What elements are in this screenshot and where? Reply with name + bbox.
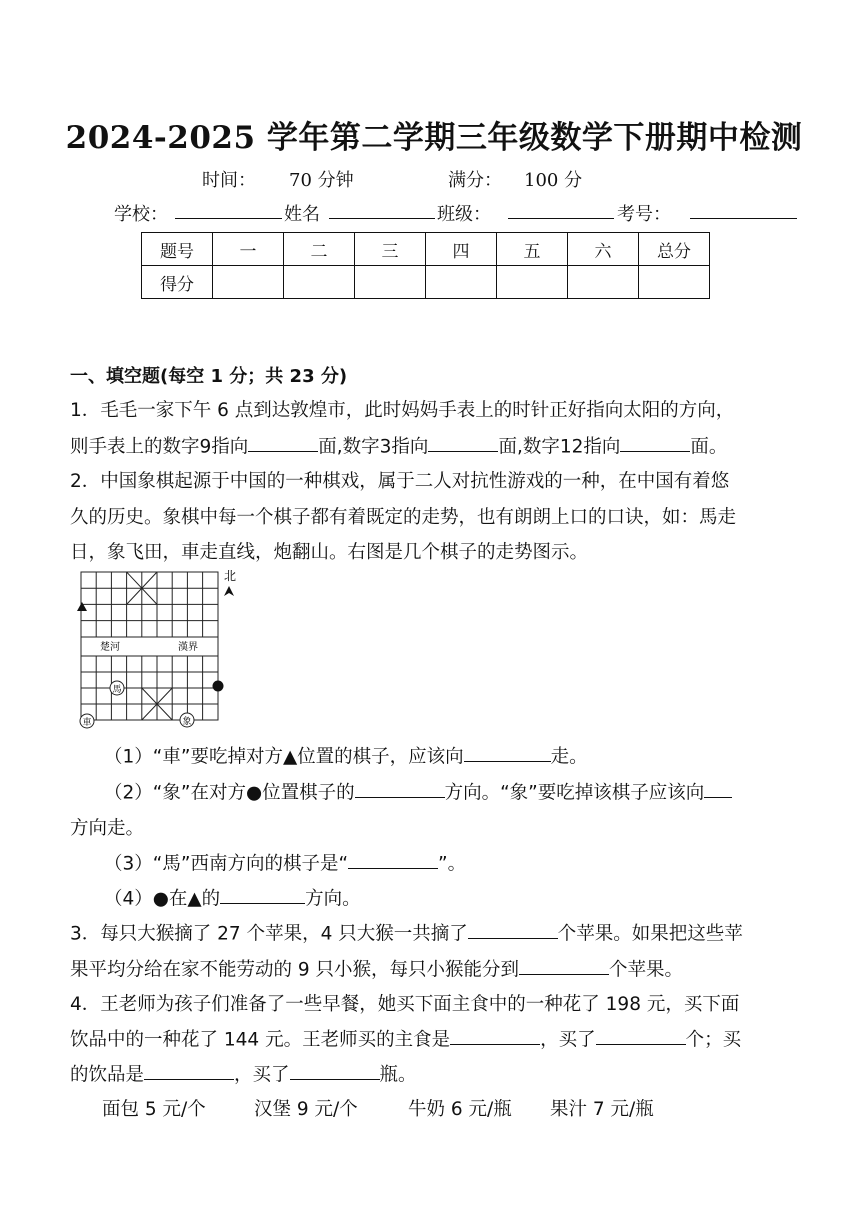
q2-line1: 2．中国象棋起源于中国的一种棋戏，属于二人对抗性游戏的一种，在中国有着悠 (70, 471, 730, 492)
q1-blank-3[interactable] (428, 432, 498, 452)
q4-item-milk: 牛奶 6 元/瓶 (408, 1099, 512, 1120)
score-table-header-row (142, 233, 710, 266)
score-table-score-row (142, 266, 710, 299)
north-arrow-icon (224, 586, 234, 596)
q2-sub4-text: 方向。 (305, 888, 361, 910)
q4-item-juice: 果汁 7 元/瓶 (550, 1099, 654, 1120)
q3-blank2[interactable] (519, 955, 609, 975)
q2-sub4-blank[interactable] (220, 884, 305, 904)
score-header-cell: 题号 (142, 233, 213, 266)
q2-sub1-blank[interactable] (464, 742, 551, 762)
name-label: 姓名 (284, 204, 320, 225)
score-label: 满分： (448, 170, 502, 191)
q1-text: 面,数字3指向 (318, 436, 429, 458)
q4-text: 个；买 (685, 1029, 742, 1051)
q1-text: 面。 (690, 436, 728, 458)
q4-line2 (70, 1025, 741, 1051)
score-cell[interactable] (213, 266, 284, 299)
dot-target-icon (213, 681, 224, 692)
page-title: 2024-2025 学年第二学期三年级数学下册期中检测 (65, 120, 803, 156)
chess-board-diagram (74, 566, 249, 732)
time-label: 时间： (202, 170, 256, 191)
elephant-piece-label: 象 (182, 717, 192, 727)
north-label: 北 (224, 569, 237, 583)
q4-text: 瓶。 (379, 1064, 417, 1086)
q1-line2 (70, 432, 727, 458)
score-row-label: 得分 (142, 266, 213, 299)
q4-text: 饮品中的一种花了 144 元。王老师买的主食是 (70, 1029, 451, 1051)
river-right-label: 漢界 (178, 642, 198, 653)
q1-text: 则手表上的数字9指向 (70, 436, 249, 458)
score-header-cell: 六 (568, 233, 639, 266)
time-value: 70 分钟 (289, 170, 354, 191)
q4-item-burger: 汉堡 9 元/个 (254, 1099, 358, 1120)
q2-sub3 (104, 849, 466, 875)
q3-text: 3．每只大猴摘了 27 个苹果，4 只大猴一共摘了 (70, 923, 468, 945)
q4-text: ，买了 (234, 1064, 290, 1086)
class-label: 班级： (437, 204, 491, 225)
score-cell[interactable] (355, 266, 426, 299)
q4-text: 的饮品是 (70, 1064, 145, 1086)
q2-sub2-text: （2）“象”在对方●位置棋子的 (104, 782, 355, 804)
exam-no-label: 考号： (617, 204, 671, 225)
q2-sub3-text: （3）“馬”西南方向的棋子是“ (104, 853, 349, 875)
q2-sub1-text: 走。 (550, 746, 588, 768)
score-cell[interactable] (284, 266, 355, 299)
q2-sub1 (104, 742, 588, 768)
q1-blank-12[interactable] (620, 432, 690, 452)
score-header-cell: 二 (284, 233, 355, 266)
exam-no-blank[interactable] (690, 218, 797, 219)
q4-item-bread: 面包 5 元/个 (102, 1099, 206, 1120)
q2-sub3-blank[interactable] (348, 849, 438, 869)
q2-sub2-blank2[interactable] (704, 778, 732, 798)
score-cell[interactable] (497, 266, 568, 299)
score-header-cell: 四 (426, 233, 497, 266)
score-cell[interactable] (568, 266, 639, 299)
q3-text: 个苹果。 (609, 959, 684, 981)
q3-blank1[interactable] (468, 919, 558, 939)
score-header-cell: 三 (355, 233, 426, 266)
q2-sub2-cont: 方向走。 (70, 818, 145, 839)
q4-line3 (70, 1060, 417, 1086)
q2-line2: 久的历史。象棋中每一个棋子都有着既定的走势，也有朗朗上口的口诀，如：馬走 (70, 507, 737, 528)
q1-blank-9[interactable] (248, 432, 318, 452)
score-header-cell: 一 (213, 233, 284, 266)
score-cell[interactable] (426, 266, 497, 299)
q4-blank-food[interactable] (450, 1025, 540, 1045)
score-cell[interactable] (639, 266, 710, 299)
q2-sub2 (104, 778, 732, 804)
q4-blank-drink[interactable] (144, 1060, 234, 1080)
q1-line1: 1．毛毛一家下午 6 点到达敦煌市，此时妈妈手表上的时针正好指向太阳的方向， (70, 400, 735, 421)
horse-piece-label: 馬 (112, 685, 122, 695)
class-blank[interactable] (508, 218, 614, 219)
q3-line2 (70, 955, 683, 981)
q4-blank-drink-count[interactable] (290, 1060, 380, 1080)
q4-line1: 4．王老师为孩子们准备了一些早餐，她买下面主食中的一种花了 198 元，买下面 (70, 994, 740, 1015)
q1-text: 面,数字12指向 (498, 436, 621, 458)
q2-sub1-text: （1）“車”要吃掉对方▲位置的棋子，应该向 (104, 746, 464, 768)
q2-sub4 (104, 884, 361, 910)
score-value: 100 分 (524, 170, 583, 191)
q2-line3: 日，象飞田，車走直线，炮翻山。右图是几个棋子的走势图示。 (70, 542, 589, 563)
q3-text: 个苹果。如果把这些苹 (557, 923, 743, 945)
q3-line1 (70, 919, 743, 945)
triangle-target-icon (77, 602, 87, 611)
river-left-label: 楚河 (100, 642, 120, 653)
score-header-cell: 总分 (639, 233, 710, 266)
q4-text: ，买了 (540, 1029, 596, 1051)
school-blank[interactable] (175, 218, 282, 219)
score-header-cell: 五 (497, 233, 568, 266)
name-blank[interactable] (329, 218, 435, 219)
score-table (141, 232, 710, 299)
q2-sub2-blank1[interactable] (355, 778, 445, 798)
q2-sub4-text: （4）●在▲的 (104, 888, 221, 910)
q2-sub3-text: ”。 (438, 853, 467, 875)
q2-sub2-text: 方向。“象”要吃掉该棋子应该向 (444, 782, 705, 804)
section-heading: 一、填空题(每空 1 分；共 23 分) (70, 366, 348, 387)
chariot-piece-label: 車 (82, 718, 92, 728)
q4-blank-food-count[interactable] (596, 1025, 686, 1045)
school-label: 学校： (114, 204, 168, 225)
q3-text: 果平均分给在家不能劳动的 9 只小猴，每只小猴能分到 (70, 959, 520, 981)
